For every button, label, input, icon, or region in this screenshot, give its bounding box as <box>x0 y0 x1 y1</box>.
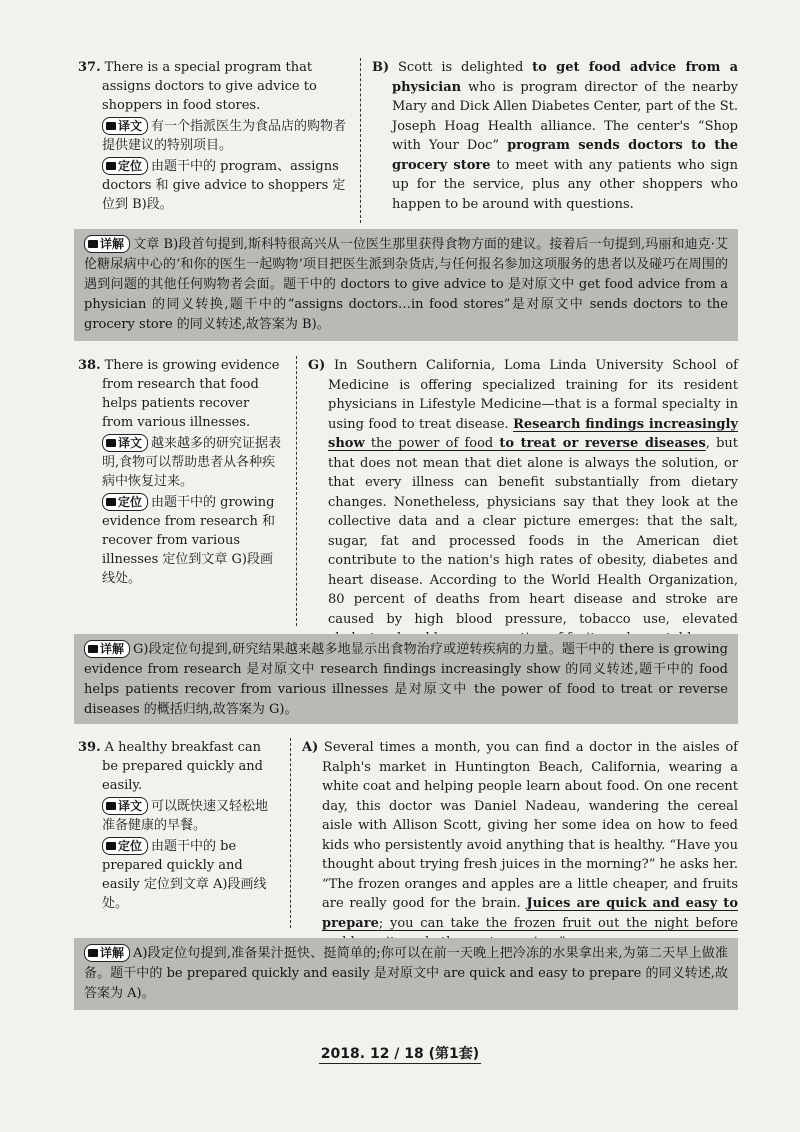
translation-text: 可以既快速又轻松地准备健康的早餐。 <box>102 799 269 833</box>
book-icon <box>88 645 98 653</box>
page-footer <box>0 1043 800 1063</box>
locate-tag: 定位 <box>102 837 148 855</box>
option-39: A) Several times a month, you can find a doctor in the aisles of Ralph's market in Huntington Beach, California, wearing a white coat and helping people learn about food. On one recent day, this doctor was Daniel Nadeau, wandering the cereal aisle with Allison Scott, giving her some idea on how to feed kids who persistently avoid anything that is healthy. “Have you thought about trying fresh juices in the morning?” he asks her. “The frozen oranges and apples are a little cheaper, and fruits are really good for the brain. Juices are quick and easy to prepare; you can take the frozen fruit out the night before <box>302 740 738 931</box>
translation-tag: 译文 <box>102 434 148 452</box>
question-number: 38. <box>78 358 101 373</box>
question-stem: There is growing evidence from research that food helps patients recover from various illnesses. <box>102 358 280 430</box>
locate-tag: 定位 <box>102 157 148 175</box>
translation-tag: 译文 <box>102 117 148 135</box>
translation-text: 有一个指派医生为食品店的购物者提供建议的特别项目。 <box>102 119 347 153</box>
question-39 <box>78 738 278 913</box>
detail-box-38 <box>74 634 738 724</box>
detail-tag: 详解 <box>84 235 130 253</box>
locate-text: 由题干中的 growing evidence from research 和 recover from various illnesses 定位到文章 G)段画线处。 <box>102 495 276 586</box>
detail-text: 文章 B)段首句提到,斯科特很高兴从一位医生那里获得食物方面的建议。接着后一句提到,玛丽和迪克·艾伦糖尿病中心的‘和你的医生一起购物’项目把医生派到杂货店,与任何报名参加这项服务的患者以及碰巧在周围的遇到问题的其他任何购物者会面。题干中的 doctors to give advice to 是对原文中 get food advice from a physician 的同义转换,题干中的“assigns doctors…in food stores”是对原文中 sends doctors to the grocery store 的同义转述,故答案为 B)。 <box>84 237 728 332</box>
detail-tag: 详解 <box>84 944 130 962</box>
book-icon <box>106 439 116 447</box>
question-stem: There is a special program that assigns doctors to give advice to shoppers in food stores. <box>102 60 317 113</box>
book-icon <box>88 949 98 957</box>
locate-tag: 定位 <box>102 493 148 511</box>
book-icon <box>106 802 116 810</box>
detail-box-39 <box>74 938 738 1010</box>
book-icon <box>106 842 116 850</box>
book-icon <box>88 240 98 248</box>
question-38 <box>78 356 284 588</box>
column-divider <box>296 356 297 626</box>
detail-text: A)段定位句提到,准备果汁挺快、挺简单的;你可以在前一天晚上把冷冻的水果拿出来,为第二天早上做准备。题干中的 be prepared quickly and easily 是对原文中 are quick and easy to prepare 的同义转述,故答案为 A)。 <box>84 946 728 1001</box>
column-divider <box>290 738 291 928</box>
translation-tag: 译文 <box>102 797 148 815</box>
locate-text: 由题干中的 be prepared quickly and easily 定位到文章 A)段画线处。 <box>102 839 267 911</box>
book-icon <box>106 498 116 506</box>
book-icon <box>106 122 116 130</box>
option-37: B) Scott is delighted to get food advice from a physician who is program director of the nearby Mary and Dick Allen Diabetes Center, part of the St. Joseph Hoag Health alliance. The center's “Shop with Your Doc” program sends doctors to the grocery store to meet with any patients who sign up for the service, plus any other shoppers who happen to be around with questions. <box>372 60 739 212</box>
detail-text: G)段定位句提到,研究结果越来越多地显示出食物治疗或逆转疾病的力量。题干中的 there is growing evidence from research 是对原文中 research findings increasingly show 的同义转述,题干中的 food helps patients recover from various illnesses 是对原文中 the power of food to treat or reverse diseases 的概括归纳,故答案为 G)。 <box>84 642 728 717</box>
question-stem: A healthy breakfast can be prepared quickly and easily. <box>102 740 263 793</box>
footer-text: 2018. 12 / 18 (第1套) <box>320 1046 480 1062</box>
detail-box-37 <box>74 229 738 341</box>
detail-tag: 详解 <box>84 640 130 658</box>
option-38: G) In Southern California, Loma Linda University School of Medicine is offering specialized training for its resident physicians in Lifestyle Medicine—that is a formal specialty in using food to treat disease. Research findings increasingly show the power of food to treat or reverse diseases, but that does not mean that diet alone is always the solution, or that every illness can benefit substantially from dietary changes. Nonetheless, physicians say that they look at the collective data and a clear picture emerges: that the salt, sugar, fat and processed foods in the American diet contribute to the nation's high rates of obesity, diabetes and heart disease. According to the World Health Organization, 80 percent of deaths from heart disease and stroke are caused by high blood pressure, tobacco use, elevated <box>308 358 739 627</box>
translation-text: 越来越多的研究证据表明,食物可以帮助患者从各种疾病中恢复过来。 <box>102 436 282 489</box>
question-37 <box>78 58 350 214</box>
question-number: 39. <box>78 740 101 755</box>
question-number: 37. <box>78 60 101 75</box>
book-icon <box>106 162 116 170</box>
locate-text: 由题干中的 program、assigns doctors 和 give advice to shoppers 定位到 B)段。 <box>102 159 346 212</box>
column-divider <box>360 58 361 223</box>
